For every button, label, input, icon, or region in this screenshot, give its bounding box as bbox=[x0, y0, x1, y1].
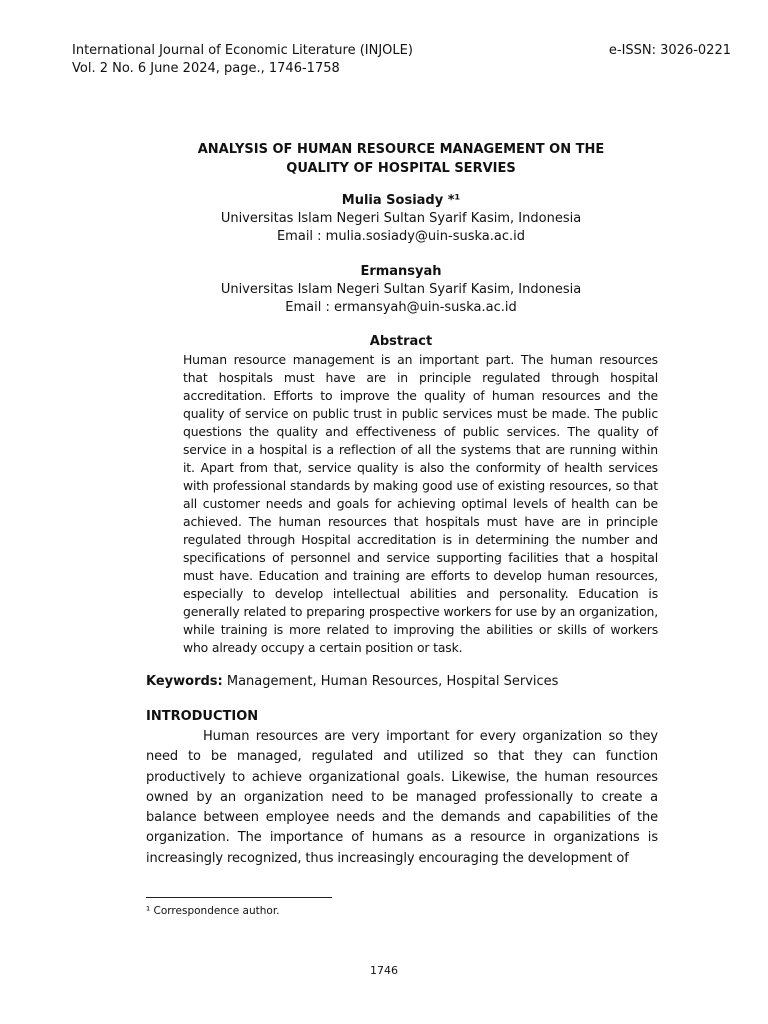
introduction-heading: INTRODUCTION bbox=[146, 709, 259, 724]
keywords-label: Keywords: bbox=[146, 674, 223, 689]
issn: e-ISSN: 3026-0221 bbox=[608, 43, 731, 58]
footnote: ¹ Correspondence author. bbox=[146, 905, 280, 917]
author-affiliation: Universitas Islam Negeri Sultan Syarif Kasim, Indonesia bbox=[220, 211, 582, 226]
abstract-heading: Abstract bbox=[369, 334, 433, 349]
abstract-text: Human resource management is an important part. The human resources that hospitals must have are in principle regulated through hospital accreditation. Efforts to improve the quality of human resources and the quality of service on public trust in public services must be made. The public questions the quality and effectiveness of public services. The quality of service in a hospital is a reflection of all the systems that are running within it. Apart from that, service quality is also the conformity of health services with professional standards by making good use of existing resources, so that all customer needs and goals for achieving optimal levels of health can be achieved. The human resources that hospitals must have are in principle regulated through Hospital accreditation is in determining the number and specifications of personnel and service supporting facilities that a hospital must have. Education and training are efforts to develop human resources, especially to develop intellectual abilities and personality. Education is generally related to preparing prospective workers for use by an organization, while training is more related to improving the abilities or skills of workers who already occupy a certain position or task. bbox=[183, 352, 658, 655]
author-block-2 bbox=[146, 263, 656, 317]
keywords bbox=[146, 673, 666, 691]
journal-header bbox=[72, 42, 413, 78]
journal-name: International Journal of Economic Literature (INJOLE) bbox=[72, 43, 413, 58]
introduction-text: Human resources are very important for every organization so they need to be managed, regulated and utilized so that they can function productively to achieve organizational goals. Likewise, the human resources owned by an organization need to be managed professionally to create a balance between employee needs and the demands and capabilities of the organization. The importance of humans as a resource in organizations is increasingly recognized, thus increasingly encouraging the development of bbox=[146, 729, 658, 866]
author-email: Email : ermansyah@uin-suska.ac.id bbox=[285, 300, 517, 315]
author-block-1 bbox=[146, 192, 656, 246]
author-name: Mulia Sosiady *¹ bbox=[341, 193, 461, 208]
volume-info: Vol. 2 No. 6 June 2024, page., 1746-1758 bbox=[72, 61, 340, 76]
title-line-2: QUALITY OF HOSPITAL SERVIES bbox=[286, 161, 516, 176]
footnote-divider bbox=[146, 897, 332, 898]
author-affiliation: Universitas Islam Negeri Sultan Syarif Kasim, Indonesia bbox=[220, 282, 582, 297]
paper-title bbox=[146, 140, 656, 178]
author-email: Email : mulia.sosiady@uin-suska.ac.id bbox=[276, 229, 526, 244]
title-line-1: ANALYSIS OF HUMAN RESOURCE MANAGEMENT ON THE bbox=[197, 142, 605, 157]
page-number: 1746 bbox=[370, 964, 398, 977]
keywords-text: Management, Human Resources, Hospital Services bbox=[222, 674, 559, 689]
author-name: Ermansyah bbox=[360, 264, 442, 279]
